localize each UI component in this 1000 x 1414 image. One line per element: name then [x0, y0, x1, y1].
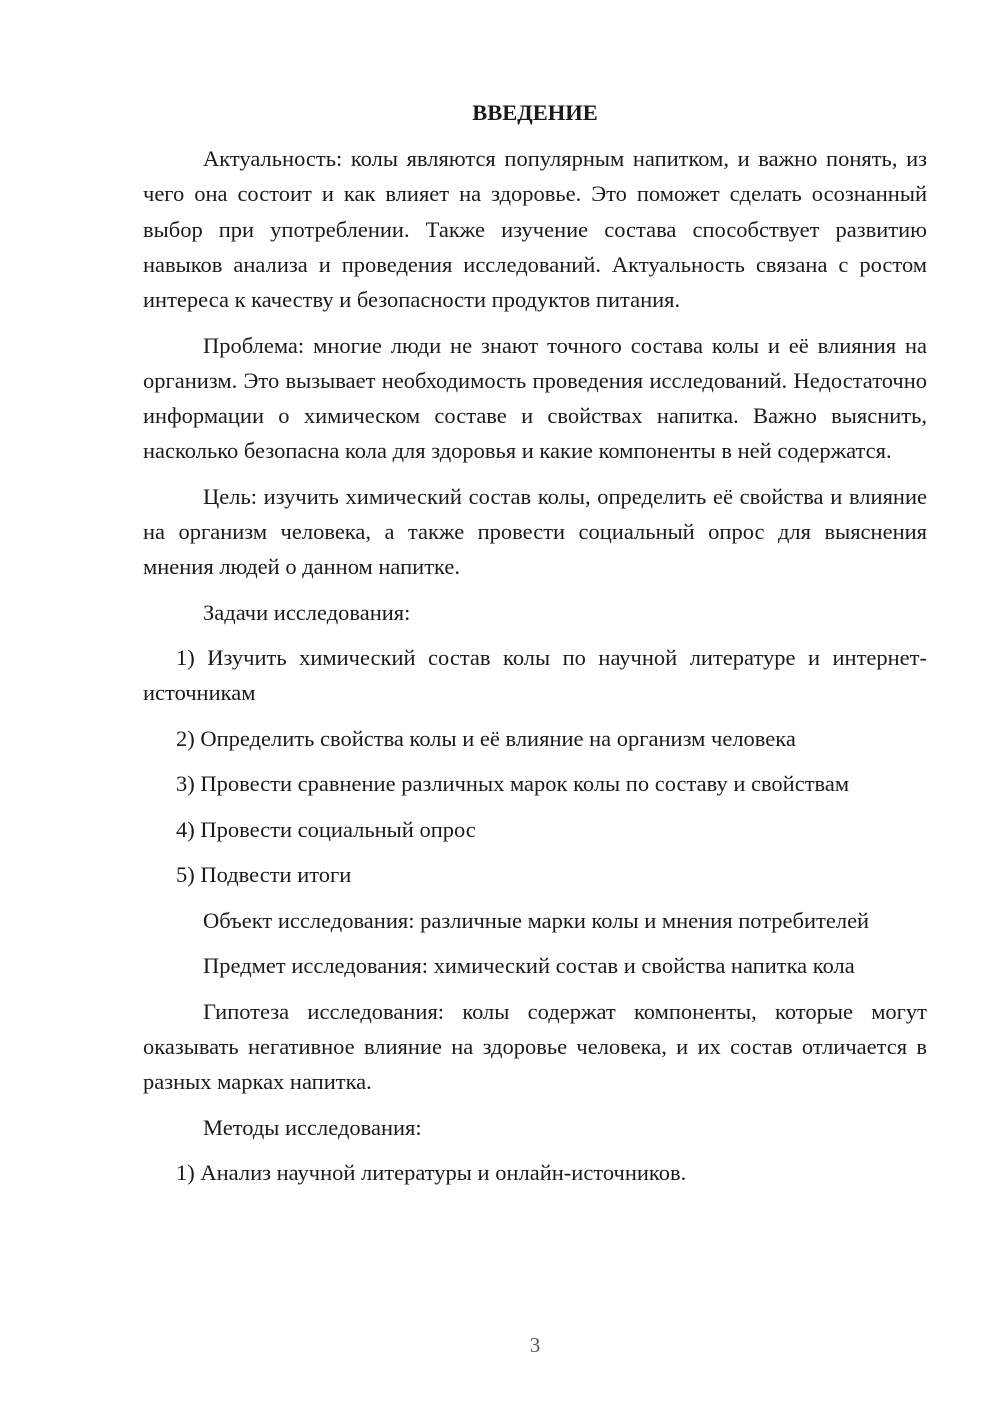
hypothesis-paragraph: Гипотеза исследования: колы содержат компоненты, которые могут оказывать негативное влияние на здоровье человека, и их состав отличается в разных марках напитка. [143, 998, 927, 1095]
methods-title: Методы исследования: [203, 1114, 422, 1140]
goal-paragraph: Цель: изучить химический состав колы, определить её свойства и влияние на организм человека, а также провести социальный опрос для выяснения мнения людей о данном напитке. [143, 483, 927, 580]
problem-paragraph: Проблема: многие люди не знают точного состава колы и её влияния на организм. Это вызывает необходимость проведения исследований. Недостаточно информации о химическом составе и свойствах напитка. Важно выяснить, насколько безопасна кола для здоровья и какие компоненты в ней содержатся. [143, 332, 927, 464]
task-item: 2) Определить свойства колы и её влияние на организм человека [176, 725, 796, 751]
tasks-title: Задачи исследования: [203, 599, 411, 625]
document-page [143, 95, 927, 1201]
task-item: 1) Изучить химический состав колы по научной литературе и интернет-источникам [143, 645, 927, 706]
subject-paragraph: Предмет исследования: химический состав и свойства напитка кола [203, 953, 855, 979]
task-item: 5) Подвести итоги [176, 862, 352, 888]
task-item: 3) Провести сравнение различных марок колы по составу и свойствам [176, 771, 850, 797]
object-paragraph: Объект исследования: различные марки колы и мнения потребителей [203, 907, 870, 933]
section-heading: ВВЕДЕНИЕ [472, 100, 598, 125]
relevance-paragraph: Актуальность: колы являются популярным напитком, и важно понять, из чего она состоит и как влияет на здоровье. Это поможет сделать осознанный выбор при употреблении. Также изучение состава способствует развитию навыков анализа и проведения исследований. Актуальность связана с ростом интереса к качеству и безопасности продуктов питания. [143, 146, 927, 313]
page-number: 3 [529, 1333, 541, 1357]
method-item: 1) Анализ научной литературы и онлайн-источников. [176, 1160, 687, 1186]
task-item: 4) Провести социальный опрос [176, 816, 476, 842]
